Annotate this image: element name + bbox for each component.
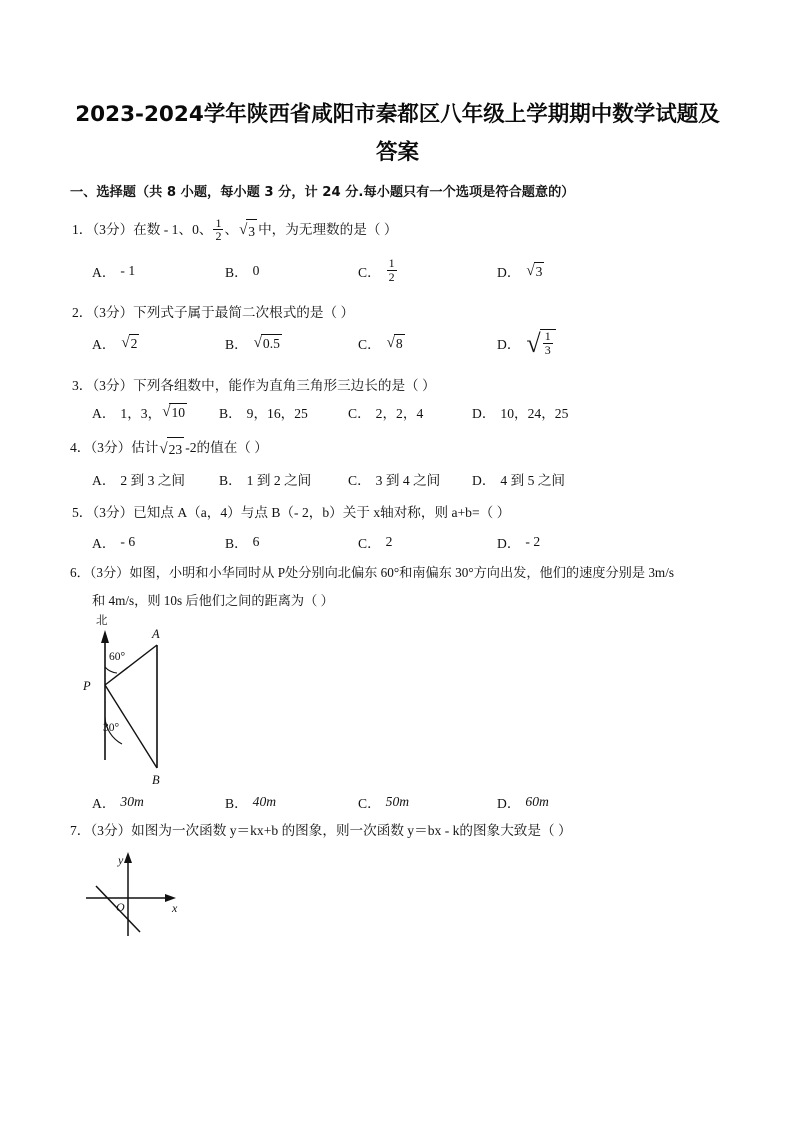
- option-label: D．: [497, 265, 521, 280]
- option-label: B．: [219, 473, 242, 488]
- question-4-option-b[interactable]: [219, 466, 311, 492]
- option-label: D．: [472, 406, 496, 421]
- option-text: 50m: [385, 794, 410, 809]
- point-p-label: P: [83, 679, 91, 693]
- question-6-stem-line2: 和 4m/s，则 10s 后他们之间的距离为（ ）: [92, 593, 334, 608]
- question-2-option-b[interactable]: [225, 330, 283, 356]
- option-label: B．: [225, 337, 248, 352]
- question-4-stem-prefix: 4．（3分）估计: [70, 440, 159, 456]
- option-label: D．: [497, 337, 521, 352]
- question-2-option-a[interactable]: [92, 330, 140, 356]
- option-label: A．: [92, 337, 116, 352]
- question-1-option-a[interactable]: [92, 258, 135, 284]
- question-6-options: [0, 789, 793, 823]
- option-text: - 1: [120, 263, 136, 278]
- option-label: A．: [92, 796, 116, 811]
- option-text: 4 到 5 之间: [500, 473, 565, 488]
- option-label: C．: [358, 536, 381, 551]
- question-4-option-a[interactable]: [92, 466, 185, 492]
- option-text: - 2: [525, 534, 541, 549]
- point-a-label: A: [152, 627, 160, 641]
- option-label: A．: [92, 406, 116, 421]
- question-2-options: [0, 330, 793, 364]
- option-label: D．: [497, 796, 521, 811]
- x-axis-label: x: [172, 901, 178, 915]
- question-3-option-a[interactable]: [92, 399, 188, 425]
- question-6-stem-line1: 6．（3分）如图，小明和小华同时从 P处分别向北偏东 60°和南偏东 30°方向出发，他们的速度分别是 3m/s: [70, 565, 674, 580]
- question-2-option-c[interactable]: [358, 330, 406, 356]
- option-text: 9，16，25: [246, 406, 308, 421]
- question-7-stem: 7．（3分）如图为一次函数 y＝kx+b 的图象，则一次函数 y＝bx - k的图象大致是（ ）: [70, 823, 572, 838]
- option-text: 1，3，: [120, 406, 162, 421]
- question-5-stem: 5．（3分）已知点 A（a，4）与点 B（- 2，b）关于 x轴对称，则 a+b=（ ）: [72, 505, 511, 520]
- origin-label: O: [116, 900, 125, 914]
- option-label: A．: [92, 265, 116, 280]
- question-3-options: [0, 399, 793, 433]
- question-6-option-b[interactable]: [225, 789, 276, 815]
- question-1-stem-prefix: 1．（3分）在数 - 1、0、: [72, 221, 213, 237]
- option-label: B．: [225, 536, 248, 551]
- question-6-option-c[interactable]: [358, 789, 409, 815]
- section-heading: 一、选择题（共 8 小题，每小题 3 分，计 24 分.每小题只有一个选项是符合题意的）: [70, 185, 575, 200]
- radical-one-third: √ $\frac{1}{3}$: [526, 329, 555, 356]
- option-label: B．: [225, 265, 248, 280]
- question-6-figure: [78, 612, 208, 787]
- radical-twentythree: √ 23: [159, 437, 184, 461]
- option-text: 10，24，25: [500, 406, 569, 421]
- question-3-option-b[interactable]: [219, 399, 308, 425]
- option-text: 0: [252, 263, 260, 278]
- radical-ten: √ 10: [162, 403, 186, 420]
- question-1-stem: [72, 218, 397, 243]
- question-1-stem-suffix: 中，为无理数的是（ ）: [258, 221, 398, 237]
- question-3-option-c[interactable]: [348, 399, 423, 425]
- option-text: 2，2，4: [375, 406, 424, 421]
- option-text: 40m: [252, 794, 277, 809]
- radical-eight: √ 8: [386, 334, 403, 351]
- question-5-option-c[interactable]: [358, 529, 392, 555]
- y-axis-label: y: [118, 853, 124, 867]
- question-1-option-d[interactable]: [497, 258, 545, 284]
- option-label: D．: [472, 473, 496, 488]
- option-text: 6: [252, 534, 260, 549]
- question-5-option-d[interactable]: [497, 529, 540, 555]
- option-text: 60m: [525, 794, 549, 809]
- option-text: 30m: [120, 794, 144, 809]
- option-label: C．: [358, 337, 381, 352]
- radical-three: √ 3: [239, 219, 257, 243]
- question-5-options: [0, 529, 793, 563]
- question-3-option-d[interactable]: [472, 399, 568, 425]
- option-label: A．: [92, 536, 116, 551]
- option-label: C．: [358, 796, 381, 811]
- question-1-option-c[interactable]: [358, 258, 398, 284]
- question-2-stem: 2．（3分）下列式子属于最简二次根式的是（ ）: [72, 305, 355, 320]
- option-text: 1 到 2 之间: [246, 473, 312, 488]
- angle-60-label: 60°: [109, 651, 126, 663]
- option-label: C．: [358, 265, 381, 280]
- option-label: C．: [348, 473, 371, 488]
- question-7-figure: [80, 848, 190, 948]
- question-4-stem-suffix: -2的值在（ ）: [185, 440, 268, 456]
- question-1-option-b[interactable]: [225, 258, 259, 284]
- fraction-one-third: $\frac{1}{3}$: [544, 329, 551, 357]
- question-6-option-a[interactable]: [92, 789, 144, 815]
- question-3-stem: 3．（3分）下列各组数中，能作为直角三角形三边长的是（ ）: [72, 378, 436, 393]
- option-label: D．: [497, 536, 521, 551]
- question-5-option-b[interactable]: [225, 529, 259, 555]
- north-label: 北: [96, 613, 108, 627]
- question-1-options: [0, 258, 793, 292]
- point-b-label: B: [152, 773, 160, 787]
- question-6-option-d[interactable]: [497, 789, 549, 815]
- page-title: 2023-2024学年陕西省咸阳市秦都区八年级上学期期中数学试题及答案: [75, 102, 720, 165]
- question-4-options: [0, 466, 793, 500]
- question-4-stem: [70, 437, 268, 461]
- question-4-option-d[interactable]: [472, 466, 565, 492]
- radical-zero-point-five: √ 0.5: [253, 334, 280, 351]
- option-text: 2 到 3 之间: [120, 473, 185, 488]
- question-2-option-d[interactable]: [497, 330, 557, 356]
- question-5-option-a[interactable]: [92, 529, 135, 555]
- radical-three: √ 3: [526, 262, 543, 279]
- question-1-stem-mid: 、: [224, 221, 239, 237]
- fraction-one-half: $\frac{1}{2}$: [215, 216, 222, 244]
- option-label: B．: [225, 796, 248, 811]
- fraction-one-half: $\frac{1}{2}$: [388, 256, 395, 284]
- option-text: 2: [385, 534, 393, 549]
- option-label: A．: [92, 473, 116, 488]
- option-label: C．: [348, 406, 371, 421]
- option-text: 3 到 4 之间: [375, 473, 441, 488]
- angle-30-label: 30°: [103, 722, 120, 734]
- radical-two: √ 2: [121, 334, 138, 351]
- question-4-option-c[interactable]: [348, 466, 440, 492]
- option-text: - 6: [120, 534, 136, 549]
- option-label: B．: [219, 406, 242, 421]
